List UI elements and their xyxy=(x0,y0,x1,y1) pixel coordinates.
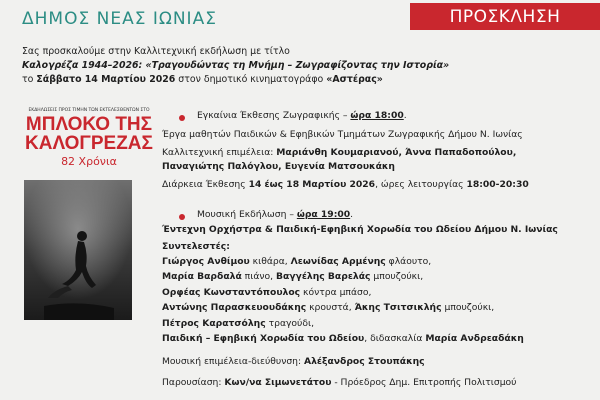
municipality-title: ΔΗΜΟΣ ΝΕΑΣ ΙΩΝΙΑΣ xyxy=(22,9,217,29)
role: , διδασκαλία xyxy=(364,333,426,344)
intro-line-1: Σας προσκαλούμε στην Καλλιτεχνική εκδήλωση με τίτλο xyxy=(22,46,290,57)
opening-hours: 18:00-20:30 xyxy=(466,179,529,190)
event2-heading xyxy=(197,208,353,222)
contributors-row-1 xyxy=(162,255,431,269)
contributors-row-3 xyxy=(162,286,371,300)
musician-name: Ορφέας Κωνσταντόπουλος xyxy=(162,287,301,298)
instrument: μπουζούκι, xyxy=(441,302,495,313)
poster-title-line-2: ΚΑΛΟΓΡΕΖΑΣ xyxy=(25,133,153,154)
intro-mid: στον δημοτικό κινηματογράφο xyxy=(175,74,327,85)
poster-title-line-1: ΜΠΛΟΚΟ ΤΗΣ xyxy=(25,114,153,135)
presenter-role: - Πρόεδρος Δημ. Επιτροπής Πολιτισμού xyxy=(331,377,517,388)
venue: «Αστέρας» xyxy=(326,74,383,85)
contributors-row-6 xyxy=(162,332,524,346)
instrument: φλάουτο, xyxy=(385,256,432,267)
event1-time-end: . xyxy=(403,110,407,121)
musician-name: Λεωνίδας Αρμένης xyxy=(290,256,386,267)
event1-heading xyxy=(197,109,407,123)
event1-curation xyxy=(162,146,516,160)
musician-name: Μαρία Βαρδαλά xyxy=(162,271,242,282)
instrument: πιάνο, xyxy=(241,271,276,282)
event1-title: Εγκαίνια Έκθεσης Ζωγραφικής xyxy=(197,110,340,121)
direction-label: Μουσική επιμέλεια-διεύθυνση: xyxy=(162,356,304,367)
duration-dates: 14 έως 18 Μαρτίου 2026 xyxy=(248,179,376,190)
contributors-label: Συντελεστές: xyxy=(162,241,230,252)
event2-title: Μουσική Εκδήλωση xyxy=(197,209,287,220)
musician-name: Αντώνης Παρασκευουδάκης xyxy=(162,302,307,313)
event1-sep: – xyxy=(339,110,351,121)
contributors-row-4 xyxy=(162,301,494,315)
choir-name: Παιδική – Εφηβική Χορωδία του Ωδείου xyxy=(162,333,365,344)
event2-bullet xyxy=(179,214,185,220)
instrument: μπουζούκι, xyxy=(370,271,424,282)
presentation xyxy=(162,376,517,390)
event1-time: ώρα 18:00 xyxy=(350,110,404,121)
poster-artwork-image xyxy=(24,180,132,320)
curation-label: Καλλιτεχνική επιμέλεια: xyxy=(162,147,277,158)
poster-caption: ΕΚΔΗΛΩΣΕΙΣ ΠΡΟΣ ΤΙΜΗΝ ΤΩΝ ΕΚΤΕΛΕΣΘΕΝΤΩΝ ΣΤΟ xyxy=(28,108,150,113)
instrument: κόντρα μπάσο, xyxy=(300,287,372,298)
invitation-badge: ΠΡΟΣΚΛΗΣΗ xyxy=(410,3,600,30)
duration-label: Διάρκεια Έκθεσης xyxy=(162,179,249,190)
curators-line-1: Μαριάνθη Κουμαριανού, Άννα Παπαδοπούλου, xyxy=(276,147,517,158)
instrument: κρουστά, xyxy=(306,302,355,313)
poster-years: 82 Χρόνια xyxy=(61,155,117,168)
event2-sep: – xyxy=(286,209,297,220)
event-title: Καλογρέζα 1944–2026: «Τραγουδώντας τη Μνήμη – Ζωγραφίζοντας την Ιστορία» xyxy=(22,60,450,71)
contributors-row-2 xyxy=(162,270,423,284)
presentation-label: Παρουσίαση: xyxy=(162,377,225,388)
choir-teacher: Μαρία Ανδρεαδάκη xyxy=(425,333,524,344)
event1-bullet xyxy=(179,115,185,121)
event2-time-end: . xyxy=(350,209,354,220)
presenter: Κων/να Σιμωνετάτου xyxy=(224,377,332,388)
intro-line-3 xyxy=(22,73,383,87)
contributors-row-5 xyxy=(162,317,314,331)
event1-description: Έργα μαθητών Παιδικών & Εφηβικών Τμημάτων Ζωγραφικής Δήμου Ν. Ιωνίας xyxy=(162,129,523,140)
musician-name: Βαγγέλης Βαρελάς xyxy=(275,271,371,282)
intro-prefix: το xyxy=(22,74,37,85)
ensemble: Έντεχνη Ορχήστρα & Παιδική-Εφηβική Χορωδία του Ωδείου Δήμου Ν. Ιωνίας xyxy=(162,224,558,235)
event-date: Σάββατο 14 Μαρτίου 2026 xyxy=(36,74,176,85)
musician-name: Πέτρος Καρατσόλης xyxy=(162,318,266,329)
hours-label: , ώρες λειτουργίας xyxy=(375,179,467,190)
event2-time: ώρα 19:00 xyxy=(296,209,351,220)
instrument: κιθάρα, xyxy=(249,256,291,267)
musician-name: Γιώργος Ανθίμου xyxy=(162,256,250,267)
musician-name: Άκης Τσιτσικλής xyxy=(354,302,442,313)
instrument: τραγούδι, xyxy=(265,318,315,329)
music-direction xyxy=(162,355,425,369)
music-director: Αλέξανδρος Στουπάκης xyxy=(304,356,425,367)
curators-line-2: Παναγιώτης Παλόγλου, Ευγενία Ματσουκάκη xyxy=(162,161,395,172)
poster xyxy=(24,108,154,168)
event1-duration xyxy=(162,178,529,192)
